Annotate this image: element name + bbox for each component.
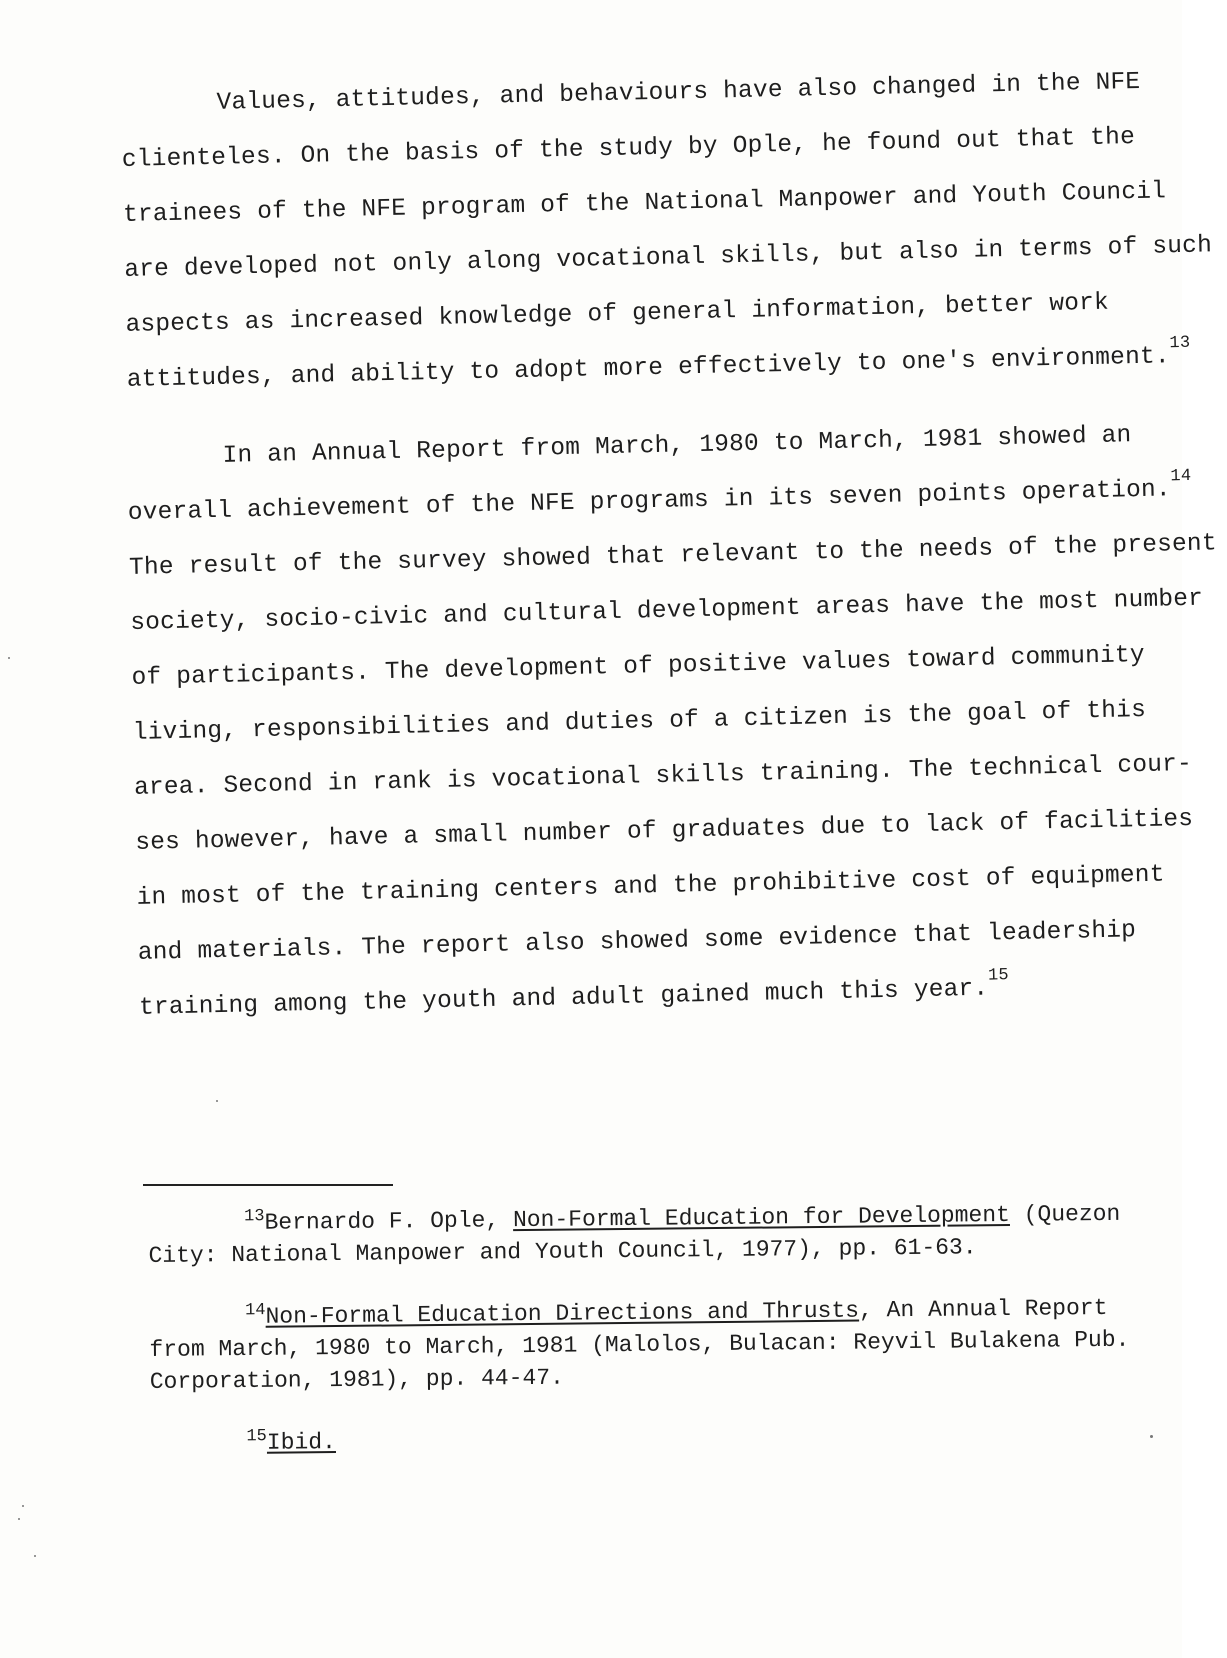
- footnote-15: [150, 1418, 1150, 1460]
- text-line: overall achievement of the NFE programs in its seven points operation.: [127, 476, 1172, 527]
- scan-speck: [8, 657, 10, 659]
- text-line: living, responsibilities and duties of a citizen is the goal of this: [132, 696, 1147, 747]
- text-line: attitudes, and ability to adopt more effectively to one's environment.: [126, 343, 1171, 394]
- text-line: In an Annual Report from March, 1980 to March, 1981 showed an: [222, 422, 1132, 470]
- text-line: are developed not only along vocational skills, but also in terms of such: [124, 232, 1213, 284]
- text-line: of participants. The development of positive values toward community: [131, 641, 1146, 692]
- scan-speck: [22, 1505, 24, 1507]
- footnote-text: (Quezon: [1009, 1200, 1121, 1228]
- footnote-mark: 15: [246, 1427, 267, 1447]
- text-line: area. Second in rank is vocational skills training. The technical cour-: [133, 750, 1193, 802]
- footnote-separator: [143, 1184, 393, 1186]
- footnote-mark: 14: [244, 1301, 266, 1321]
- footnote-text: , An Annual Report: [858, 1294, 1108, 1324]
- scan-speck: [34, 1555, 36, 1557]
- text-line: aspects as increased knowledge of general information, better work: [125, 289, 1110, 339]
- text-line: ses however, have a small number of graduates due to lack of facilities: [135, 805, 1194, 857]
- footnote-title: Ibid.: [266, 1429, 337, 1456]
- footnote-line: from March, 1980 to March, 1981 (Malolos, Bulacan: Reyvil Bulakena Pub.: [149, 1326, 1130, 1363]
- footnote-ref-13: 13: [1169, 333, 1191, 354]
- footnote-mark: 13: [243, 1207, 265, 1227]
- scan-speck: [216, 1100, 218, 1102]
- paragraph-annual-report: [126, 409, 1218, 1036]
- text-line: The result of the survey showed that relevant to the needs of the present: [128, 530, 1218, 582]
- footnote-ref-15: 15: [987, 965, 1010, 986]
- footnote-line: City: National Manpower and Youth Council, 1977), pp. 61-63.: [148, 1234, 977, 1269]
- text-line: trainees of the NFE program of the National Manpower and Youth Council: [122, 178, 1167, 229]
- footnote-line: Corporation, 1981), pp. 44-47.: [149, 1364, 565, 1395]
- footnote-14: [149, 1292, 1150, 1398]
- footnote-ref-14: 14: [1170, 466, 1192, 487]
- text-line: society, socio-civic and cultural development areas have the most number: [130, 585, 1204, 637]
- text-line: in most of the training centers and the prohibitive cost of equipment: [136, 861, 1165, 912]
- footnote-13: [148, 1198, 1149, 1272]
- footnote-author: Bernardo F. Ople,: [264, 1207, 514, 1236]
- scan-speck: [1150, 1435, 1153, 1438]
- text-line: and materials. The report also showed some evidence that leadership: [137, 917, 1137, 967]
- footnote-line: [150, 1418, 1150, 1460]
- text-line: training among the youth and adult gained much this year.: [138, 975, 989, 1022]
- text-line: clienteles. On the basis of the study by Ople, he found out that the: [121, 123, 1136, 174]
- footnote-title: Non-Formal Education Directions and Thrusts: [265, 1297, 860, 1330]
- paragraph-values-attitudes: [120, 56, 1213, 408]
- footnote-title: Non-Formal Education for Development: [512, 1201, 1011, 1234]
- footnotes: [148, 1198, 1151, 1490]
- scan-speck: [18, 1518, 20, 1520]
- text-line: Values, attitudes, and behaviours have also changed in the NFE: [216, 68, 1141, 117]
